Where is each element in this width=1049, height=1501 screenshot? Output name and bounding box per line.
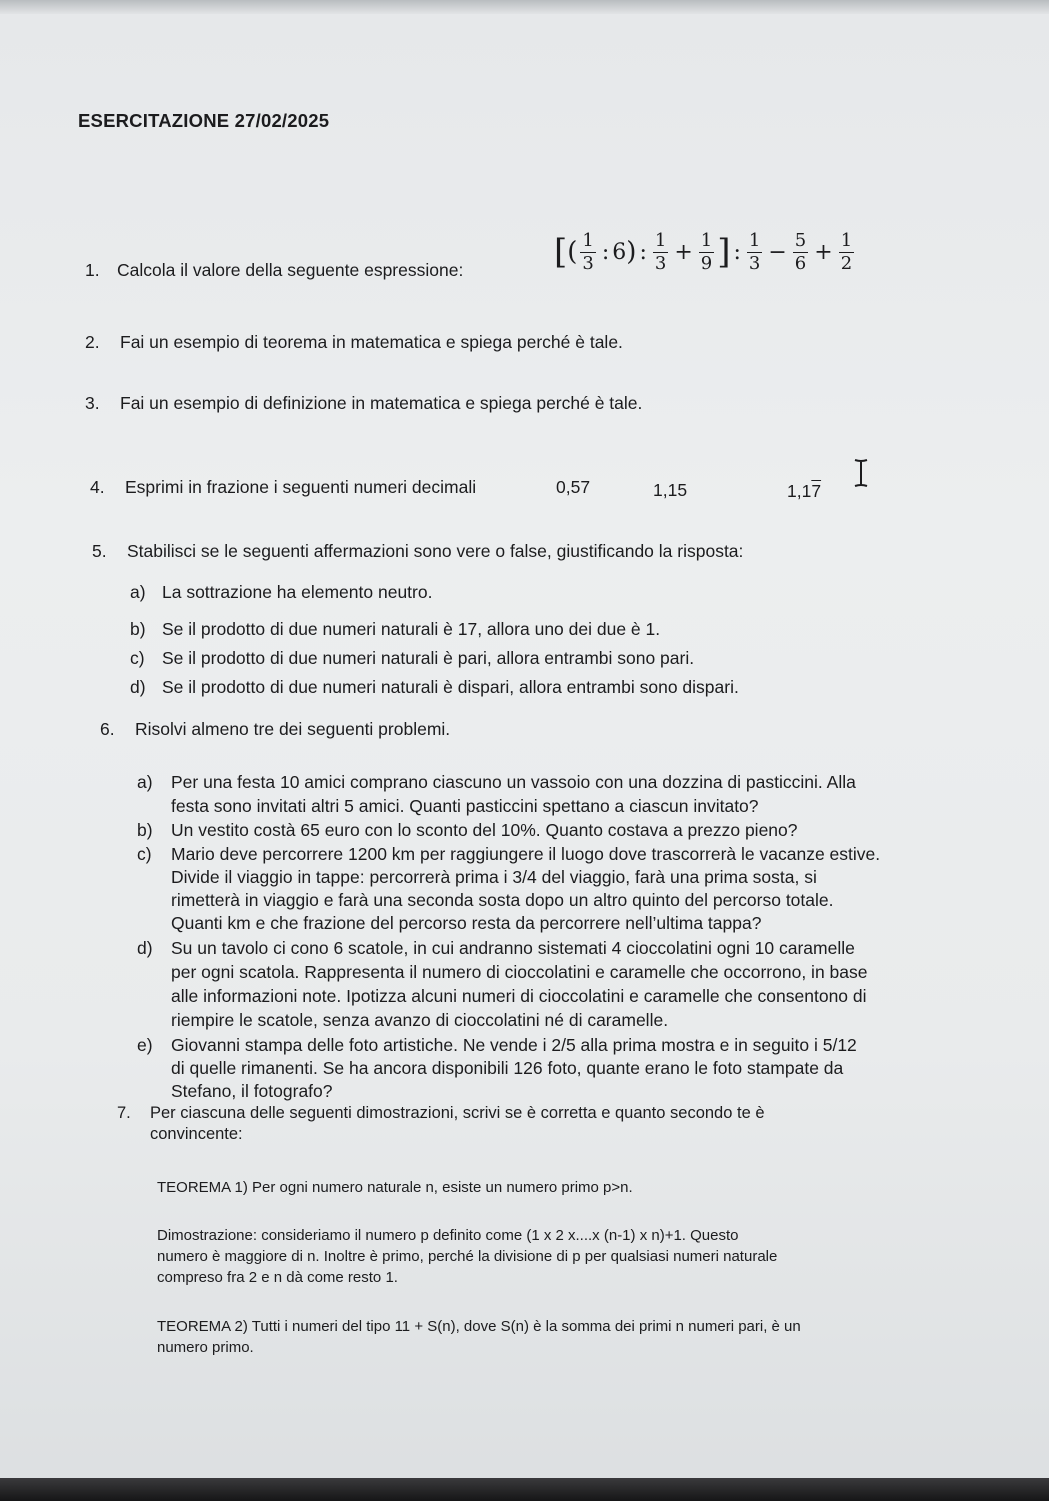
- q1-expression: [554, 224, 857, 280]
- expr-fraction-1: [580, 229, 595, 274]
- expr-frac-6-num: 1: [840, 229, 853, 251]
- q6-d-label: d): [137, 938, 153, 958]
- expr-frac-4-num: 1: [748, 229, 761, 251]
- q7-theorem-2-line-1: TEOREMA 2) Tutti i numeri del tipo 11 + S(n), dove S(n) è la somma dei primi n numeri pari, è un: [157, 1318, 801, 1335]
- q7-theorem-2-line-2: numero primo.: [157, 1339, 254, 1356]
- q3-number: 3.: [85, 393, 100, 413]
- q7-number: 7.: [117, 1104, 131, 1122]
- expr-frac-6-den: 2: [840, 252, 853, 274]
- q6-c-line-3: rimetterà in viaggio e farà una seconda sosta dopo un altro quinto del percorso totale.: [171, 890, 834, 910]
- expr-fraction-6: [839, 229, 854, 274]
- expr-div-3: :: [733, 239, 741, 265]
- q4-decimal-2: 1,15: [653, 480, 688, 500]
- q7-proof-line-2: numero è maggiore di n. Inoltre è primo, perché la divisione di p per qualsiasi numeri naturale: [157, 1248, 778, 1265]
- q4-decimal-1: 0,57: [556, 477, 591, 497]
- expr-open-paren: (: [567, 237, 578, 267]
- q2-text: Fai un esempio di teorema in matematica e spiega perché è tale.: [120, 332, 623, 352]
- q6-d-line-2: per ogni scatola. Rappresenta il numero di cioccolatini e caramelle che occorrono, in base: [171, 962, 868, 982]
- q3-text: Fai un esempio di definizione in matematica e spiega perché è tale.: [120, 393, 643, 413]
- q5-number: 5.: [92, 541, 107, 561]
- q6-b-line-1: Un vestito costà 65 euro con lo sconto del 10%. Quanto costava a prezzo pieno?: [171, 820, 798, 840]
- top-edge: [0, 0, 1049, 14]
- q7-proof-line-3: compreso fra 2 e n dà come resto 1.: [157, 1269, 398, 1286]
- q6-text: Risolvi almeno tre dei seguenti problemi.: [135, 719, 451, 739]
- q6-d-line-1: Su un tavolo ci cono 6 scatole, in cui andranno sistemati 4 cioccolatini ogni 10 caramelle: [171, 938, 855, 958]
- q6-b-label: b): [137, 820, 153, 840]
- q6-c-line-1: Mario deve percorrere 1200 km per raggiungere il luogo dove trascorrerà le vacanze estive.: [171, 844, 881, 864]
- q2-number: 2.: [85, 332, 100, 352]
- bottom-edge: [0, 1478, 1049, 1501]
- q6-c-label: c): [137, 844, 152, 864]
- expr-fraction-3: [699, 229, 714, 274]
- q4-decimal-3-int: 1,1: [787, 481, 812, 501]
- expr-frac-4-den: 3: [748, 252, 761, 274]
- q5-item-c-label: c): [130, 648, 145, 668]
- expr-fraction-4: [747, 229, 762, 274]
- expr-plus-1: +: [674, 239, 693, 265]
- expr-fraction-2: [653, 229, 668, 274]
- q5-item-c: Se il prodotto di due numeri naturali è pari, allora entrambi sono pari.: [162, 648, 695, 668]
- q5-item-d-label: d): [130, 677, 146, 697]
- expr-div-2: :: [639, 239, 647, 265]
- q4-text: Esprimi in frazione i seguenti numeri decimali: [125, 477, 477, 497]
- expr-frac-5-den: 6: [794, 252, 807, 274]
- expr-frac-3-num: 1: [700, 229, 713, 251]
- expr-frac-1-num: 1: [582, 229, 594, 251]
- q1-text: Calcola il valore della seguente espressione:: [117, 260, 464, 280]
- expr-div-1: :: [601, 239, 610, 265]
- q6-e-line-1: Giovanni stampa delle foto artistiche. Ne vende i 2/5 alla prima mostra e in seguito i 5/12: [171, 1035, 857, 1055]
- q5-item-b-label: b): [130, 619, 146, 639]
- q6-c-line-4: Quanti km e che frazione del percorso resta da percorrere nell’ultima tappa?: [171, 913, 762, 933]
- q7-proof-line-1: Dimostrazione: consideriamo il numero p definito come (1 x 2 x....x (n-1) x n)+1. Questo: [157, 1227, 739, 1244]
- expr-close-paren: ): [626, 237, 637, 267]
- q6-a-line-1: Per una festa 10 amici comprano ciascuno un vassoio con una dozzina di pasticcini. Alla: [171, 772, 856, 792]
- expr-frac-2-den: 3: [654, 252, 667, 274]
- q4-decimal-3-period: 7: [811, 481, 822, 501]
- expr-close-bracket: ]: [717, 232, 731, 272]
- q5-item-d: Se il prodotto di due numeri naturali è dispari, allora entrambi sono dispari.: [162, 677, 739, 697]
- q7-text-line-1: Per ciascuna delle seguenti dimostrazioni, scrivi se è corretta e quanto secondo te è: [150, 1104, 765, 1122]
- q7-text-line-2: convincente:: [150, 1125, 243, 1143]
- text-cursor-icon: [852, 458, 870, 488]
- q5-text: Stabilisci se le seguenti affermazioni sono vere o false, giustificando la risposta:: [127, 541, 744, 561]
- q5-item-a: La sottrazione ha elemento neutro.: [162, 582, 433, 602]
- q6-e-line-2: di quelle rimanenti. Se ha ancora disponibili 126 foto, quante erano le foto stampate da: [171, 1058, 844, 1078]
- page-title: ESERCITAZIONE 27/02/2025: [78, 110, 330, 131]
- expr-six: 6: [612, 239, 627, 265]
- expr-frac-1-den: 3: [582, 252, 594, 274]
- q6-number: 6.: [100, 719, 115, 739]
- q6-e-line-3: Stefano, il fotografo?: [171, 1081, 333, 1101]
- q4-decimal-3: [787, 480, 821, 502]
- expr-open-bracket: [: [554, 232, 568, 272]
- q6-d-line-3: alle informazioni note. Ipotizza alcuni numeri di cioccolatini e caramelle che consentono di: [171, 986, 867, 1006]
- expr-frac-3-den: 9: [700, 252, 713, 274]
- q6-d-line-4: riempire le scatole, senza avanzo di cioccolatini né di caramelle.: [171, 1010, 669, 1030]
- q7-theorem-1: TEOREMA 1) Per ogni numero naturale n, esiste un numero primo p>n.: [157, 1179, 633, 1196]
- q4-number: 4.: [90, 477, 105, 497]
- q6-a-label: a): [137, 772, 153, 792]
- expr-fraction-5: [793, 229, 808, 274]
- q6-c-line-2: Divide il viaggio in tappe: percorrerà prima i 3/4 del viaggio, farà una prima sosta, si: [171, 867, 817, 887]
- expr-frac-2-num: 1: [654, 229, 667, 251]
- q6-e-label: e): [137, 1035, 153, 1055]
- q5-item-b: Se il prodotto di due numeri naturali è 17, allora uno dei due è 1.: [162, 619, 661, 639]
- expr-frac-5-num: 5: [794, 229, 807, 251]
- expr-plus-2: +: [814, 239, 833, 265]
- q5-item-a-label: a): [130, 582, 146, 602]
- q1-number: 1.: [85, 260, 100, 280]
- q6-a-line-2: festa sono invitati altri 5 amici. Quanti pasticcini spettano a ciascun invitato?: [171, 796, 759, 816]
- expr-minus: −: [768, 239, 787, 265]
